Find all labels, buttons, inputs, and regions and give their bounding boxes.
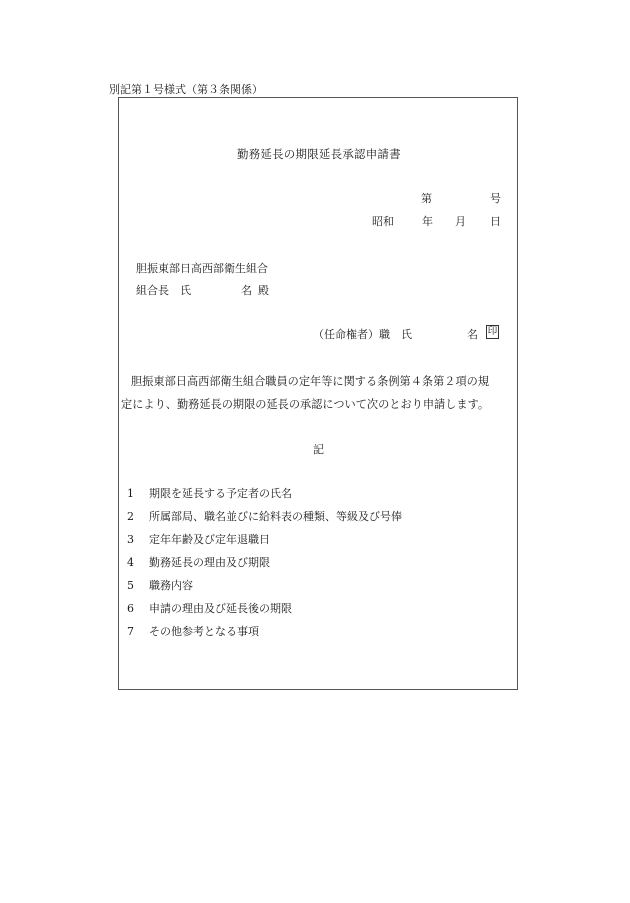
- list-item-text: 期限を延長する予定者の氏名: [149, 487, 292, 500]
- applicant-role: （任命権者）職 氏: [313, 328, 412, 341]
- list-item-number: 5: [127, 579, 134, 592]
- addressee-name: 名: [241, 284, 252, 297]
- list-item-number: 7: [127, 625, 134, 638]
- list-item-number: 2: [127, 510, 134, 523]
- document-title: 勤務延長の期限延長承認申請書: [237, 147, 401, 161]
- list-item-text: 申請の理由及び延長後の期限: [149, 602, 292, 615]
- list-item-text: 所属部局、職名並びに給料表の種類、等級及び号俸: [149, 510, 402, 523]
- addressee-organization: 胆振東部日高西部衛生組合: [136, 262, 268, 275]
- body-text-line-1: 胆振東部日高西部衛生組合職員の定年等に関する条例第４条第２項の規: [131, 375, 490, 388]
- addressee-honorific: 殿: [258, 284, 269, 297]
- ki-heading: 記: [313, 443, 324, 456]
- seal-mark: 印: [487, 326, 498, 337]
- form-label: 別記第１号様式（第３条関係）: [109, 83, 263, 96]
- number-label: 第: [421, 192, 432, 205]
- number-suffix: 号: [490, 192, 501, 205]
- date-era: 昭和: [372, 215, 394, 228]
- date-day: 日: [490, 215, 501, 228]
- list-item-text: その他参考となる事項: [149, 625, 259, 638]
- list-item-number: 6: [127, 602, 134, 615]
- body-text-line-2: 定により、勤務延長の期限の延長の承認について次のとおり申請します。: [121, 398, 490, 411]
- list-item-text: 職務内容: [149, 579, 193, 592]
- addressee-title: 組合長 氏: [136, 284, 191, 297]
- applicant-name: 名: [467, 328, 478, 341]
- list-item-text: 定年年齢及び定年退職日: [149, 533, 270, 546]
- date-month: 月: [455, 215, 466, 228]
- list-item-text: 勤務延長の理由及び期限: [149, 556, 270, 569]
- date-year: 年: [422, 215, 433, 228]
- list-item-number: 4: [127, 556, 134, 569]
- list-item-number: 1: [127, 487, 134, 500]
- list-item-number: 3: [127, 533, 134, 546]
